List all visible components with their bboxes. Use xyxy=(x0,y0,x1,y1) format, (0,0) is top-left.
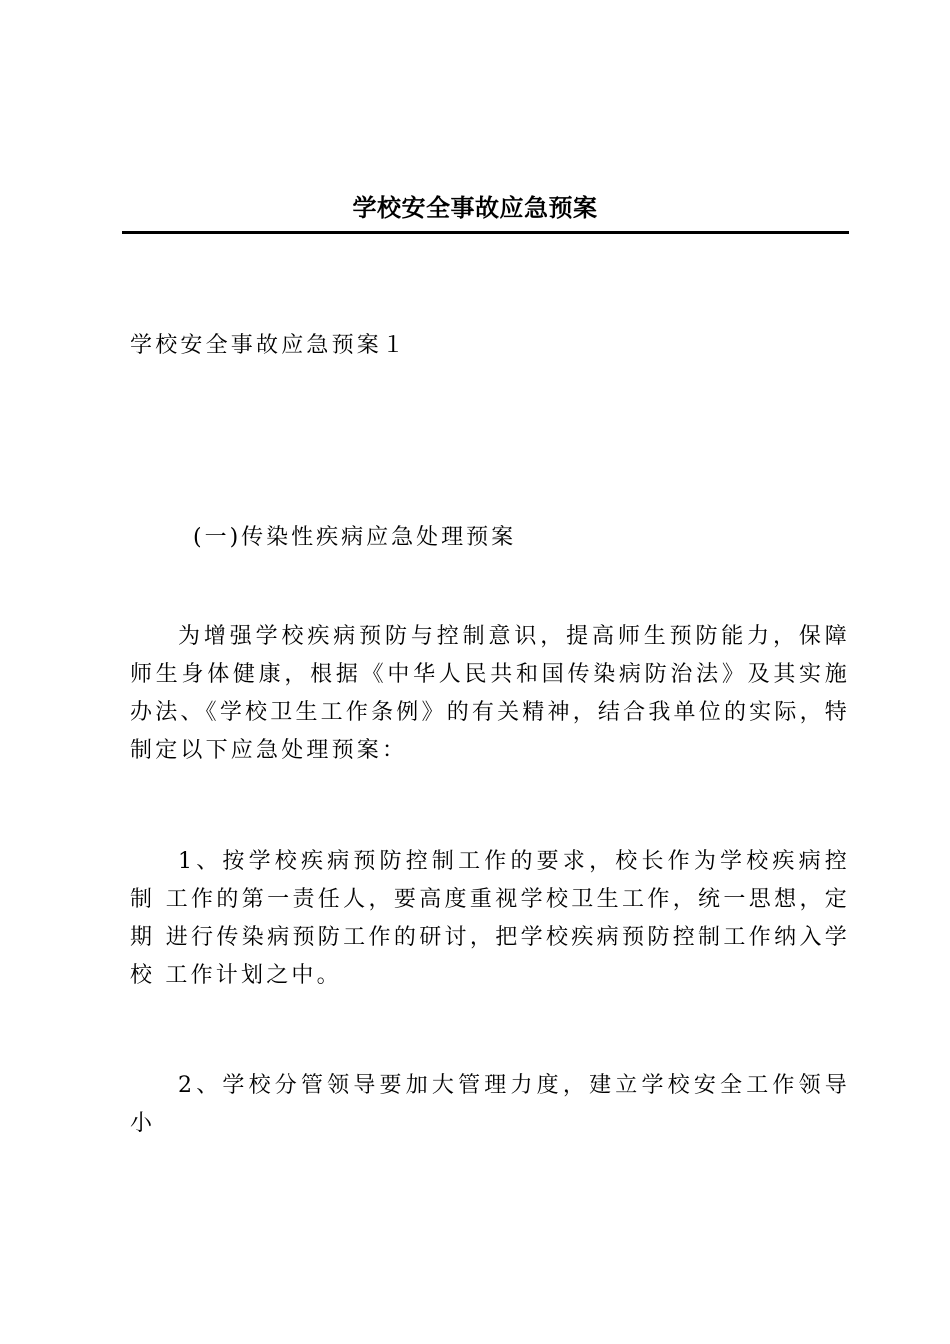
section-heading: 学校安全事故应急预案１ xyxy=(130,333,408,358)
document-title: 学校安全事故应急预案 xyxy=(352,194,598,222)
paragraph-intro: 为增强学校疾病预防与控制意识，提高师生预防能力，保障师生身体健康，根据《中华人民共和国传染病防治法》及其实施办法、《学校卫生工作条例》的有关精神，结合我单位的实际，特制定以下应急处理预案： xyxy=(130,624,850,763)
paragraph-item-2: 2、学校分管领导要加大管理力度，建立学校安全工作领导小 xyxy=(130,1073,850,1136)
title-underline xyxy=(122,231,849,234)
subheading: (一)传染性疾病应急处理预案 xyxy=(193,525,517,550)
paragraph-item-1: 1、按学校疾病预防控制工作的要求，校长作为学校疾病控制 工作的第一责任人，要高度重视学校卫生工作，统一思想，定期 进行传染病预防工作的研讨，把学校疾病预防控制工作纳入学校 工作计划之中。 xyxy=(130,849,850,988)
